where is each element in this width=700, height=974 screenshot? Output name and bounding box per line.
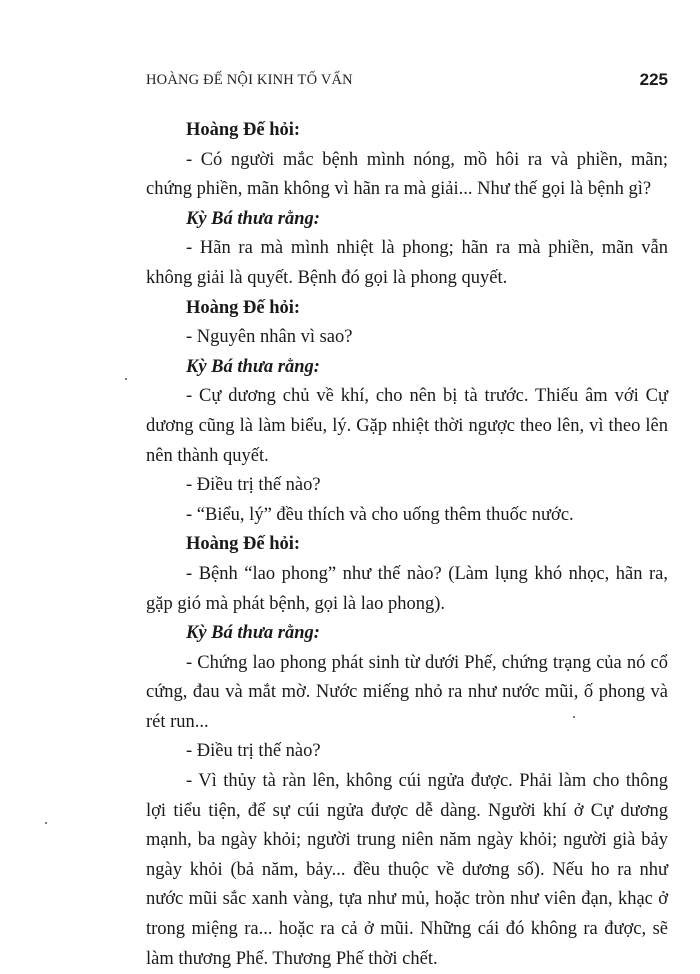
running-head-title: HOÀNG ĐẾ NỘI KINH TỐ VẤN [146,72,353,88]
speaker-heading: Hoàng Đế hỏi: [186,297,301,318]
paragraph: - Cự dương chủ về khí, cho nên bị tà trước. Thiếu âm với Cự dương cũng là làm biểu, lý. Gặp nhiệt thời ngược theo lên, vì theo lên nên thành quyết. [146,386,668,466]
speaker-heading: Kỳ Bá thưa rằng: [186,208,320,229]
scan-speck [573,716,575,718]
speaker-heading: Kỳ Bá thưa rằng: [186,356,320,377]
paragraph: - Bệnh “lao phong” như thế nào? (Làm lụng khó nhọc, hãn ra, gặp gió mà phát bệnh, gọi là lao phong). [146,563,668,614]
paragraph: - Vì thủy tà ràn lên, không cúi ngửa được. Phải làm cho thông lợi tiểu tiện, để sự cúi ngửa được dễ dàng. Người khí ở Cự dương mạnh, ba ngày khỏi; người trung niên năm ngày khỏi; người già bảy ngày khỏi (bả năm, bảy... đều thuộc về dương số). Nếu ho ra như nước mũi sắc xanh vàng, tựa như mủ, hoặc tròn như viên đạn, khạc ở trong miệng ra... hoặc ra cả ở mũi. Những cái đó không ra được, sẽ làm thương Phế. Thương Phế thời chết. [146,771,668,969]
paragraph: - “Biểu, lý” đều thích và cho uống thêm thuốc nước. [186,504,574,525]
paragraph: - Chứng lao phong phát sinh từ dưới Phế, chứng trạng của nó cổ cứng, đau và mắt mờ. Nước miếng nhỏ ra như nước mũi, ố phong và rét run... [146,652,668,732]
paragraph: - Điều trị thế nào? [186,475,321,496]
speaker-heading: Kỳ Bá thưa rằng: [186,623,320,644]
paragraph: - Có người mắc bệnh mình nóng, mồ hôi ra và phiền, mãn; chứng phiền, mãn không vì hãn ra mà giải... Như thế gọi là bệnh gì? [146,149,668,200]
scan-speck [125,378,127,380]
scan-speck [45,822,47,824]
paragraph: - Nguyên nhân vì sao? [186,327,353,348]
speaker-heading: Hoàng Đế hỏi: [186,120,301,140]
paragraph: - Hãn ra mà mình nhiệt là phong; hãn ra mà phiền, mãn vẫn không giải là quyết. Bệnh đó gọi là phong quyết. [146,238,668,288]
speaker-heading: Hoàng Đế hỏi: [186,534,301,555]
page-number: 225 [639,70,668,89]
page-body [146,116,668,974]
paragraph: - Điều trị thế nào? [186,741,321,762]
